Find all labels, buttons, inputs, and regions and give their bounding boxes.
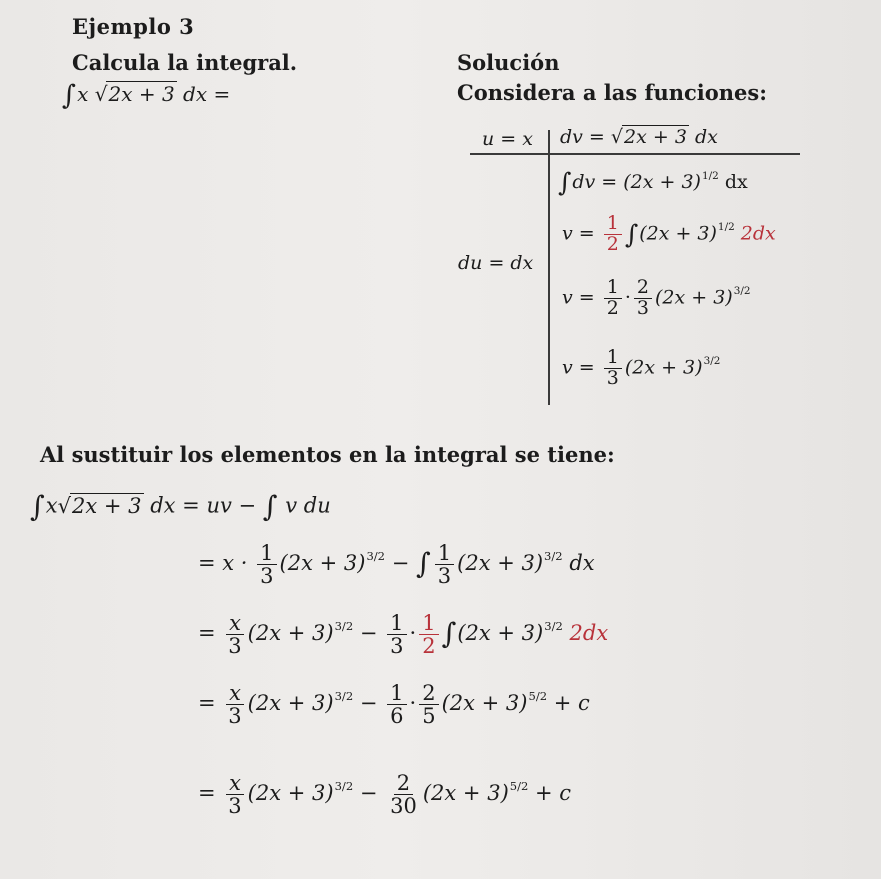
row3-body: (2x + 3) — [654, 286, 733, 309]
integral-sign: ∫ — [624, 219, 639, 250]
table-row-1 — [558, 168, 748, 198]
line3-tail: + c — [547, 691, 590, 716]
example-label: Ejemplo 3 — [72, 14, 195, 39]
line3-num2: 1 — [387, 682, 406, 705]
line3-minus: − — [353, 691, 385, 716]
line3-den2: 6 — [390, 704, 404, 729]
problem-sqrt: √2x + 3 — [94, 81, 175, 106]
row3-num2: 2 — [634, 278, 652, 299]
line2-minus: − — [353, 621, 385, 646]
row2-body: (2x + 3) — [639, 222, 717, 245]
integral-sign: ∫ — [30, 490, 45, 523]
dv-left: dv = — [560, 126, 611, 148]
row4-exponent: 3/2 — [703, 355, 721, 368]
row3-den2: 3 — [636, 296, 649, 319]
row3-den1: 2 — [606, 296, 619, 319]
line4-exponent: 3/2 — [334, 778, 354, 793]
line1-minus: − — [385, 551, 416, 576]
row2-exponent: 1/2 — [717, 221, 735, 234]
line2-den3: 2 — [422, 634, 436, 659]
line1-exponent: 3/2 — [366, 548, 386, 563]
problem-tail: dx = — [183, 81, 231, 106]
line4-tail: + c — [528, 781, 572, 806]
row3-dot: · — [624, 286, 631, 309]
problem-integral — [62, 80, 230, 111]
row2-fraction — [604, 214, 622, 255]
line0-x: x — [45, 493, 58, 518]
integral-sign: ∫ — [558, 168, 572, 198]
line3-den3: 5 — [422, 704, 436, 729]
row1-exponent: 1/2 — [701, 169, 719, 182]
integral-sign: ∫ — [415, 547, 431, 581]
line0-sqrt: √2x + 3 — [57, 493, 142, 518]
line3-body2: (2x + 3) — [441, 691, 528, 716]
line1-eq: = x · — [198, 551, 248, 576]
line3-fraction-2 — [387, 682, 406, 727]
line2-fraction-2 — [387, 612, 406, 657]
line2-body2: (2x + 3) — [457, 621, 544, 646]
du-definition: du = dx — [458, 252, 534, 274]
line4-body2: (2x + 3) — [422, 781, 509, 806]
row2-tail: 2dx — [734, 222, 776, 245]
problem-x: x — [77, 81, 89, 106]
row4-den: 3 — [606, 366, 619, 389]
line4-fraction-2 — [387, 772, 420, 817]
line1-den: 3 — [260, 564, 274, 589]
row1-left: dv = (2x + 3) — [572, 170, 701, 193]
task-label: Calcula la integral. — [72, 50, 298, 75]
line1-den2: 3 — [437, 564, 452, 589]
line3-num: x — [229, 681, 241, 705]
table-row-2 — [562, 214, 776, 255]
step-line-4 — [198, 772, 571, 817]
line3-exponent-2: 5/2 — [528, 688, 548, 703]
dv-sqrt: √2x + 3 — [610, 126, 687, 148]
line1-fraction — [257, 542, 276, 587]
table-row-4 — [562, 348, 720, 389]
line4-eq: = — [198, 781, 216, 806]
line2-num2: 1 — [387, 612, 406, 635]
line4-den: 3 — [228, 794, 242, 819]
line1-exponent-2: 3/2 — [544, 548, 563, 563]
integral-sign: ∫ — [441, 617, 457, 651]
table-horizontal-rule — [470, 153, 800, 155]
row4-fraction — [604, 348, 622, 389]
line4-exponent-2: 5/2 — [509, 778, 529, 793]
line1-num2: 1 — [435, 542, 454, 565]
row4-body: (2x + 3) — [624, 356, 703, 379]
table-row-3 — [562, 278, 751, 319]
dv-right: dx — [688, 126, 718, 148]
row3-fraction-1 — [604, 278, 622, 319]
line2-tail: 2dx — [562, 621, 609, 646]
row3-fraction-2 — [634, 278, 652, 319]
line0-radicand: 2x + 3 — [72, 493, 142, 518]
solution-label: Solución — [457, 50, 560, 75]
line1-fraction-2 — [435, 542, 454, 587]
line2-eq: = — [198, 621, 216, 646]
row4-num: 1 — [604, 348, 622, 369]
line3-exponent: 3/2 — [334, 688, 354, 703]
line0-rhs: dx = uv − — [143, 493, 263, 518]
line3-dot: · — [409, 691, 417, 716]
step-line-3 — [198, 682, 590, 727]
row2-den: 2 — [606, 232, 619, 255]
row2-v: v = — [562, 222, 595, 245]
line4-den2: 30 — [390, 794, 417, 819]
line1-body2: (2x + 3) — [457, 551, 544, 576]
step-line-0 — [30, 490, 331, 523]
line3-den: 3 — [228, 704, 242, 729]
line4-num2: 2 — [394, 772, 413, 795]
line3-fraction — [225, 682, 244, 727]
dv-radicand: 2x + 3 — [624, 126, 687, 148]
line2-num3: 1 — [419, 612, 438, 635]
line4-num: x — [229, 771, 241, 795]
step-line-2 — [198, 612, 608, 657]
row1-right: dx — [718, 170, 748, 193]
problem-radicand: 2x + 3 — [108, 81, 175, 106]
line4-minus: − — [353, 781, 385, 806]
line3-fraction-3 — [419, 682, 438, 727]
row3-v: v = — [562, 286, 595, 309]
line2-den2: 3 — [390, 634, 404, 659]
line2-num: x — [229, 611, 241, 635]
line2-exponent-2: 3/2 — [544, 618, 563, 633]
row3-num1: 1 — [604, 278, 622, 299]
substitute-label: Al sustituir los elementos en la integral se tiene: — [40, 442, 615, 467]
line2-exponent: 3/2 — [334, 618, 354, 633]
dv-definition — [560, 126, 718, 148]
line2-fraction-3 — [419, 612, 438, 657]
row3-exponent: 3/2 — [733, 285, 751, 298]
line2-fraction — [225, 612, 244, 657]
line2-dot: · — [409, 621, 417, 646]
integral-sign: ∫ — [262, 490, 278, 523]
line2-den: 3 — [228, 634, 242, 659]
line1-tail: dx — [562, 551, 595, 576]
consider-label: Considera a las funciones: — [457, 80, 767, 105]
table-vertical-rule — [548, 130, 550, 405]
row4-v: v = — [562, 356, 595, 379]
integral-sign: ∫ — [62, 80, 77, 111]
line3-body: (2x + 3) — [247, 691, 334, 716]
line1-num: 1 — [257, 542, 276, 565]
line0-tail: v du — [278, 493, 331, 518]
row2-num: 1 — [604, 214, 622, 235]
line1-body: (2x + 3) — [279, 551, 366, 576]
line3-num3: 2 — [419, 682, 438, 705]
line4-body: (2x + 3) — [247, 781, 334, 806]
line4-fraction — [225, 772, 244, 817]
step-line-1 — [198, 542, 595, 587]
line3-eq: = — [198, 691, 216, 716]
u-definition: u = x — [482, 128, 533, 150]
line2-body: (2x + 3) — [247, 621, 334, 646]
